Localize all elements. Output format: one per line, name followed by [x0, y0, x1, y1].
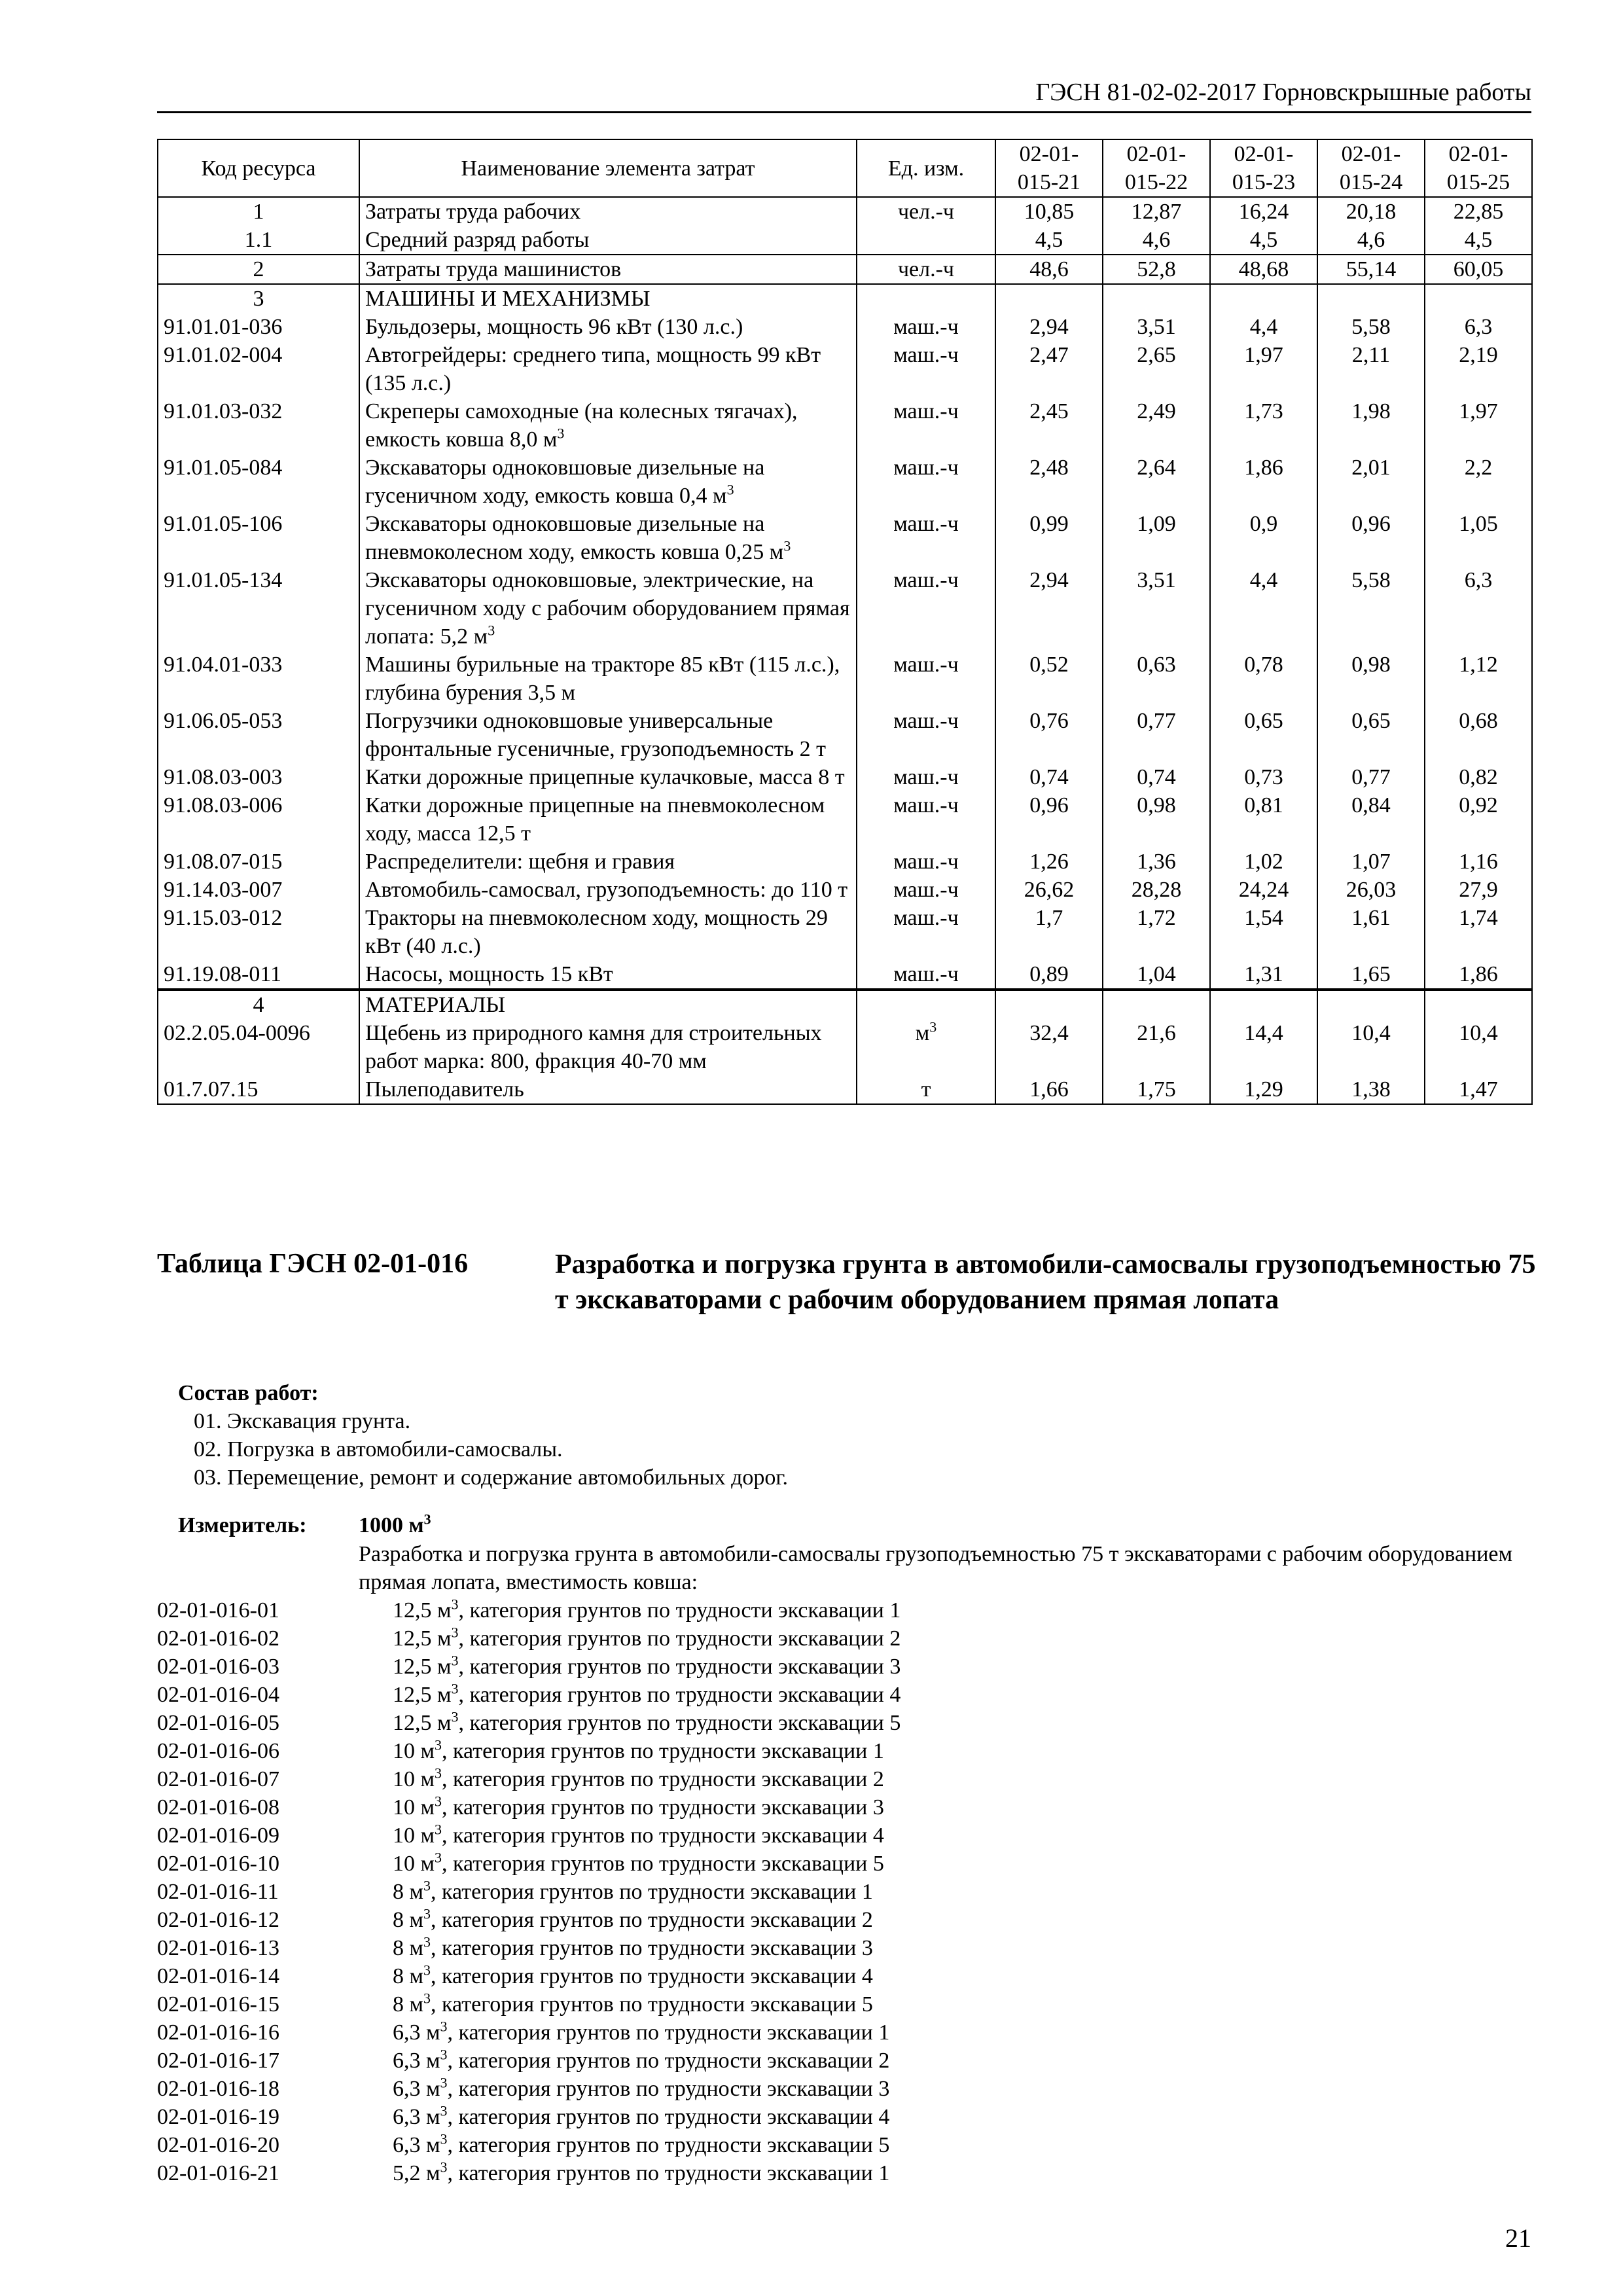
cell-value: 2,65: [1103, 341, 1210, 397]
cell-code: 91.14.03-007: [158, 876, 359, 904]
norm-description: 10 $м^3$, категория грунтов по трудности экскавации 5: [393, 1849, 884, 1876]
cell-value: 4,5: [995, 226, 1103, 255]
cell-value: 4,5: [1210, 226, 1317, 255]
resource-table: [157, 139, 1533, 1105]
norm-description: 6,3 $м^3$, категория грунтов по трудности экскавации 1: [393, 2018, 890, 2045]
table-row: [158, 255, 1532, 284]
norm-code: 02-01-016-07: [157, 1767, 279, 1791]
cell-value: 0,98: [1317, 651, 1425, 707]
header-norm-1: 02-01- 015-21: [995, 139, 1103, 197]
cell-value: 0,74: [1103, 763, 1210, 791]
cell-unit: маш.-ч: [857, 397, 995, 454]
cell-name: Пылеподавитель: [359, 1075, 857, 1104]
cell-value: 2,49: [1103, 397, 1210, 454]
cell-code: 91.08.03-003: [158, 763, 359, 791]
works-heading: Состав работ:: [178, 1381, 319, 1405]
cell-value: 2,47: [995, 341, 1103, 397]
cell-value: 6,3: [1425, 313, 1532, 341]
cell-code: 91.06.05-053: [158, 707, 359, 763]
cell-value: 4,6: [1317, 226, 1425, 255]
cell-code: 91.19.08-011: [158, 960, 359, 990]
cell-value: 1,7: [995, 904, 1103, 960]
table-row: [158, 1075, 1532, 1104]
cell-value: 0,74: [995, 763, 1103, 791]
norm-code: 02-01-016-02: [157, 1626, 279, 1651]
cell-code: 91.01.01-036: [158, 313, 359, 341]
cell-value: 0,65: [1317, 707, 1425, 763]
cell-unit: маш.-ч: [857, 313, 995, 341]
cell-value: 0,92: [1425, 791, 1532, 848]
cell-value: 1,61: [1317, 904, 1425, 960]
norm-code: 02-01-016-20: [157, 2133, 279, 2157]
table-header-row: [158, 139, 1532, 197]
cell-unit: т: [857, 1075, 995, 1104]
cell-unit: [857, 990, 995, 1019]
cell-code: 91.01.05-084: [158, 454, 359, 510]
list-item: [157, 1962, 901, 1990]
cell-unit: маш.-ч: [857, 707, 995, 763]
table-row: [158, 1019, 1532, 1075]
header-unit: Ед. изм.: [857, 139, 995, 197]
header-norm-3: 02-01- 015-23: [1210, 139, 1317, 197]
norm-code: 02-01-016-14: [157, 1964, 279, 1988]
cell-value: 26,62: [995, 876, 1103, 904]
list-item: [157, 1737, 901, 1765]
cell-value: 0,96: [1317, 510, 1425, 566]
table-row: [158, 651, 1532, 707]
works-list: [194, 1407, 788, 1492]
cell-code: 91.08.03-006: [158, 791, 359, 848]
cell-value: 16,24: [1210, 197, 1317, 226]
cell-code: 91.01.03-032: [158, 397, 359, 454]
cell-code: 91.08.07-015: [158, 848, 359, 876]
cell-name: Скреперы самоходные (на колесных тягачах), емкость ковша 8,0 $м^3$: [359, 397, 857, 454]
cell-name: Катки дорожные прицепные на пневмоколесном ходу, масса 12,5 т: [359, 791, 857, 848]
cell-value: 2,64: [1103, 454, 1210, 510]
cell-value: 1,86: [1425, 960, 1532, 990]
list-item: [157, 2047, 901, 2075]
cell-value: 2,48: [995, 454, 1103, 510]
cell-value: 0,65: [1210, 707, 1317, 763]
cell-unit: маш.-ч: [857, 651, 995, 707]
norm-code: 02-01-016-18: [157, 2077, 279, 2101]
list-item: [157, 1990, 901, 2018]
page-number: 21: [1505, 2223, 1531, 2253]
cell-value: 21,6: [1103, 1019, 1210, 1075]
cell-name: Экскаваторы одноковшовые, электрические, на гусеничном ходу с рабочим оборудованием прямая лопата: 5,2 $м^3$: [359, 566, 857, 651]
table-row: [158, 848, 1532, 876]
cell-value: 1,97: [1210, 341, 1317, 397]
table-row: [158, 876, 1532, 904]
header-name: Наименование элемента затрат: [359, 139, 857, 197]
table-row: [158, 791, 1532, 848]
norm-code: 02-01-016-03: [157, 1655, 279, 1679]
cell-unit: маш.-ч: [857, 960, 995, 990]
norm-description: 10 $м^3$, категория грунтов по трудности экскавации 3: [393, 1793, 884, 1820]
cell-value: 48,6: [995, 255, 1103, 284]
norm-code: 02-01-016-17: [157, 2049, 279, 2073]
cell-name: Экскаваторы одноковшовые дизельные на гусеничном ходу, емкость ковша 0,4 $м^3$: [359, 454, 857, 510]
cell-value: 6,3: [1425, 566, 1532, 651]
cell-value: 32,4: [995, 1019, 1103, 1075]
cell-name: Средний разряд работы: [359, 226, 857, 255]
cell-value: 1,73: [1210, 397, 1317, 454]
cell-value: 5,58: [1317, 313, 1425, 341]
norm-code: 02-01-016-11: [157, 1880, 279, 1904]
norm-code: 02-01-016-15: [157, 1992, 279, 2017]
cell-unit: маш.-ч: [857, 876, 995, 904]
table-row: [158, 990, 1532, 1019]
cell-value: 1,98: [1317, 397, 1425, 454]
norm-description: 12,5 $м^3$, категория грунтов по трудности экскавации 3: [393, 1652, 901, 1679]
measure-label: Измеритель:: [178, 1513, 307, 1537]
norm-code: 02-01-016-12: [157, 1908, 279, 1932]
cell-value: 1,36: [1103, 848, 1210, 876]
cell-code: 3: [158, 284, 359, 313]
table-row: [158, 904, 1532, 960]
cell-value: [1103, 990, 1210, 1019]
list-item: [157, 2075, 901, 2103]
header-code: Код ресурса: [158, 139, 359, 197]
cell-value: [1210, 284, 1317, 313]
list-item: [157, 1765, 901, 1793]
cell-value: 24,24: [1210, 876, 1317, 904]
cell-value: 1,86: [1210, 454, 1317, 510]
table-row: [158, 566, 1532, 651]
cell-value: 5,58: [1317, 566, 1425, 651]
norm-description: 5,2 $м^3$, категория грунтов по трудности экскавации 1: [393, 2159, 890, 2185]
cell-value: 26,03: [1317, 876, 1425, 904]
cell-value: 10,85: [995, 197, 1103, 226]
norm-code: 02-01-016-05: [157, 1711, 279, 1735]
cell-value: 2,01: [1317, 454, 1425, 510]
cell-value: [1103, 284, 1210, 313]
cell-code: 91.01.02-004: [158, 341, 359, 397]
list-item: [157, 1681, 901, 1709]
cell-name: МАШИНЫ И МЕХАНИЗМЫ: [359, 284, 857, 313]
table-label: Таблица ГЭСН 02-01-016: [157, 1249, 469, 1279]
cell-unit: маш.-ч: [857, 904, 995, 960]
cell-value: 1,31: [1210, 960, 1317, 990]
table-row: [158, 341, 1532, 397]
cell-value: 12,87: [1103, 197, 1210, 226]
cell-unit: $м^3$: [857, 1019, 995, 1075]
cell-value: 4,4: [1210, 566, 1317, 651]
table-row: [158, 226, 1532, 255]
cell-unit: [857, 284, 995, 313]
cell-name: Распределители: щебня и гравия: [359, 848, 857, 876]
table-row: [158, 397, 1532, 454]
cell-value: 1,72: [1103, 904, 1210, 960]
cell-name: Затраты труда машинистов: [359, 255, 857, 284]
cell-value: 1,09: [1103, 510, 1210, 566]
cell-value: 60,05: [1425, 255, 1532, 284]
cell-value: 1,07: [1317, 848, 1425, 876]
cell-value: 0,52: [995, 651, 1103, 707]
cell-value: 2,45: [995, 397, 1103, 454]
cell-value: 2,19: [1425, 341, 1532, 397]
cell-unit: маш.-ч: [857, 510, 995, 566]
norm-description: 10 $м^3$, категория грунтов по трудности экскавации 1: [393, 1736, 884, 1763]
cell-value: 1,04: [1103, 960, 1210, 990]
norm-description: 12,5 $м^3$, категория грунтов по трудности экскавации 4: [393, 1680, 901, 1707]
cell-value: 2,2: [1425, 454, 1532, 510]
norm-description: 12,5 $м^3$, категория грунтов по трудности экскавации 5: [393, 1708, 901, 1735]
cell-value: 0,99: [995, 510, 1103, 566]
cell-code: 2: [158, 255, 359, 284]
cell-value: 52,8: [1103, 255, 1210, 284]
cell-code: 91.01.05-134: [158, 566, 359, 651]
norm-description: 8 $м^3$, категория грунтов по трудности экскавации 3: [393, 1933, 873, 1960]
list-item: [157, 1934, 901, 1962]
list-item: [157, 1878, 901, 1906]
cell-value: 0,68: [1425, 707, 1532, 763]
list-item: [157, 1653, 901, 1681]
list-item: [157, 2103, 901, 2131]
cell-value: 0,82: [1425, 763, 1532, 791]
cell-name: Затраты труда рабочих: [359, 197, 857, 226]
cell-value: [995, 284, 1103, 313]
norm-description: 10 $м^3$, категория грунтов по трудности экскавации 2: [393, 1765, 884, 1791]
cell-value: 0,77: [1317, 763, 1425, 791]
cell-value: 4,4: [1210, 313, 1317, 341]
norm-code: 02-01-016-04: [157, 1683, 279, 1707]
norm-description: 6,3 $м^3$, категория грунтов по трудности экскавации 4: [393, 2102, 890, 2129]
cell-value: 55,14: [1317, 255, 1425, 284]
list-item: [157, 1624, 901, 1653]
norm-description: 12,5 $м^3$, категория грунтов по трудности экскавации 2: [393, 1624, 901, 1651]
cell-unit: [857, 226, 995, 255]
cell-value: 1,54: [1210, 904, 1317, 960]
cell-name: Автомобиль-самосвал, грузоподъемность: до 110 т: [359, 876, 857, 904]
cell-value: 0,77: [1103, 707, 1210, 763]
cell-value: 0,9: [1210, 510, 1317, 566]
cell-value: [1210, 990, 1317, 1019]
cell-value: 0,98: [1103, 791, 1210, 848]
cell-value: 4,5: [1425, 226, 1532, 255]
table-row: [158, 510, 1532, 566]
cell-unit: маш.-ч: [857, 341, 995, 397]
cell-unit: маш.-ч: [857, 848, 995, 876]
cell-value: 3,51: [1103, 566, 1210, 651]
cell-code: 1: [158, 197, 359, 226]
list-item: [157, 1850, 901, 1878]
norm-code: 02-01-016-13: [157, 1936, 279, 1960]
cell-name: МАТЕРИАЛЫ: [359, 990, 857, 1019]
norm-code: 02-01-016-21: [157, 2161, 279, 2185]
table-row: [158, 763, 1532, 791]
cell-value: 0,76: [995, 707, 1103, 763]
cell-unit: чел.-ч: [857, 255, 995, 284]
header-norm-2: 02-01- 015-22: [1103, 139, 1210, 197]
work-item: 03. Перемещение, ремонт и содержание автомобильных дорог.: [194, 1465, 789, 1490]
cell-value: 1,75: [1103, 1075, 1210, 1104]
cell-value: [1317, 284, 1425, 313]
norm-description: 8 $м^3$, категория грунтов по трудности экскавации 4: [393, 1962, 873, 1988]
norm-description: 8 $м^3$, категория грунтов по трудности экскавации 1: [393, 1877, 873, 1904]
cell-value: 1,05: [1425, 510, 1532, 566]
norm-description: 6,3 $м^3$, категория грунтов по трудности экскавации 5: [393, 2130, 890, 2157]
cell-unit: чел.-ч: [857, 197, 995, 226]
table-row: [158, 960, 1532, 990]
cell-name: Щебень из природного камня для строительных работ марка: 800, фракция 40-70 мм: [359, 1019, 857, 1075]
cell-name: Катки дорожные прицепные кулачковые, масса 8 т: [359, 763, 857, 791]
cell-value: 0,78: [1210, 651, 1317, 707]
list-item: [157, 2018, 901, 2047]
cell-value: 1,97: [1425, 397, 1532, 454]
cell-value: 1,66: [995, 1075, 1103, 1104]
cell-value: 2,94: [995, 566, 1103, 651]
cell-value: 3,51: [1103, 313, 1210, 341]
cell-value: 1,26: [995, 848, 1103, 876]
table-row: [158, 197, 1532, 226]
cell-code: 91.04.01-033: [158, 651, 359, 707]
cell-unit: маш.-ч: [857, 566, 995, 651]
cell-value: 0,96: [995, 791, 1103, 848]
work-item: 02. Погрузка в автомобили-самосвалы.: [194, 1437, 563, 1462]
cell-value: [1317, 990, 1425, 1019]
cell-value: 2,94: [995, 313, 1103, 341]
table-row: [158, 313, 1532, 341]
cell-value: 14,4: [1210, 1019, 1317, 1075]
list-item: [157, 1709, 901, 1737]
list-item: [157, 1596, 901, 1624]
cell-value: [1425, 284, 1532, 313]
cell-code: 1.1: [158, 226, 359, 255]
norm-description: 8 $м^3$, категория грунтов по трудности экскавации 5: [393, 1990, 873, 2017]
cell-unit: маш.-ч: [857, 454, 995, 510]
table-row: [158, 707, 1532, 763]
cell-value: 10,4: [1317, 1019, 1425, 1075]
cell-value: 1,47: [1425, 1075, 1532, 1104]
cell-value: 0,73: [1210, 763, 1317, 791]
work-item: 01. Экскавация грунта.: [194, 1409, 411, 1433]
cell-name: Насосы, мощность 15 кВт: [359, 960, 857, 990]
measure-value: 1000 $м^3$: [359, 1511, 431, 1537]
norm-description: 10 $м^3$, категория грунтов по трудности экскавации 4: [393, 1821, 884, 1848]
norm-code: 02-01-016-01: [157, 1598, 279, 1623]
cell-name: Бульдозеры, мощность 96 кВт (130 л.с.): [359, 313, 857, 341]
list-item: [157, 1821, 901, 1850]
cell-code: 02.2.05.04-0096: [158, 1019, 359, 1075]
cell-name: Тракторы на пневмоколесном ходу, мощность 29 кВт (40 л.с.): [359, 904, 857, 960]
cell-value: 22,85: [1425, 197, 1532, 226]
cell-value: 48,68: [1210, 255, 1317, 284]
norm-code: 02-01-016-09: [157, 1823, 279, 1848]
running-header: ГЭСН 81-02-02-2017 Горновскрышные работы: [157, 77, 1531, 113]
cell-value: 28,28: [1103, 876, 1210, 904]
cell-value: [995, 990, 1103, 1019]
cell-value: 4,6: [1103, 226, 1210, 255]
cell-value: 1,16: [1425, 848, 1532, 876]
norm-code: 02-01-016-16: [157, 2020, 279, 2045]
norm-description: 6,3 $м^3$, категория грунтов по трудности экскавации 3: [393, 2074, 890, 2101]
cell-value: 10,4: [1425, 1019, 1532, 1075]
cell-value: 2,11: [1317, 341, 1425, 397]
norm-code: 02-01-016-08: [157, 1795, 279, 1820]
cell-code: 91.01.05-106: [158, 510, 359, 566]
cell-value: 27,9: [1425, 876, 1532, 904]
cell-value: 20,18: [1317, 197, 1425, 226]
cell-value: 0,81: [1210, 791, 1317, 848]
list-item: [157, 2131, 901, 2159]
norm-code-list: [157, 1596, 901, 2187]
cell-unit: маш.-ч: [857, 763, 995, 791]
cell-value: [1425, 990, 1532, 1019]
table-title: Разработка и погрузка грунта в автомобили-самосвалы грузоподъемностью 75 т экскаваторами с рабочим оборудованием прямая лопата: [555, 1249, 1536, 1315]
cell-value: 1,29: [1210, 1075, 1317, 1104]
norm-description: 8 $м^3$, категория грунтов по трудности экскавации 2: [393, 1905, 873, 1932]
table-row: [158, 284, 1532, 313]
cell-code: 4: [158, 990, 359, 1019]
cell-name: Погрузчики одноковшовые универсальные фронтальные гусеничные, грузоподъемность 2 т: [359, 707, 857, 763]
cell-value: 0,84: [1317, 791, 1425, 848]
cell-value: 1,38: [1317, 1075, 1425, 1104]
cell-value: 1,74: [1425, 904, 1532, 960]
norm-description: 12,5 $м^3$, категория грунтов по трудности экскавации 1: [393, 1596, 901, 1623]
cell-value: 0,89: [995, 960, 1103, 990]
list-item: [157, 2159, 901, 2187]
cell-value: 1,65: [1317, 960, 1425, 990]
cell-value: 1,12: [1425, 651, 1532, 707]
header-norm-4: 02-01- 015-24: [1317, 139, 1425, 197]
cell-name: Экскаваторы одноковшовые дизельные на пневмоколесном ходу, емкость ковша 0,25 $м^3$: [359, 510, 857, 566]
cell-value: 1,02: [1210, 848, 1317, 876]
norm-code: 02-01-016-19: [157, 2105, 279, 2129]
norm-description: 6,3 $м^3$, категория грунтов по трудности экскавации 2: [393, 2046, 890, 2073]
cell-name: Автогрейдеры: среднего типа, мощность 99 кВт (135 л.с.): [359, 341, 857, 397]
header-norm-5: 02-01- 015-25: [1425, 139, 1532, 197]
list-item: [157, 1793, 901, 1821]
cell-name: Машины бурильные на тракторе 85 кВт (115 л.с.), глубина бурения 3,5 м: [359, 651, 857, 707]
cell-unit: маш.-ч: [857, 791, 995, 848]
cell-code: 91.15.03-012: [158, 904, 359, 960]
cell-value: 0,63: [1103, 651, 1210, 707]
table-row: [158, 454, 1532, 510]
list-item: [157, 1906, 901, 1934]
measure-description: Разработка и погрузка грунта в автомобили-самосвалы грузоподъемностью 75 т экскаваторами с рабочим оборудованием прямая лопата, вместимость ковша:: [359, 1542, 1513, 1594]
norm-code: 02-01-016-06: [157, 1739, 279, 1763]
cell-code: 01.7.07.15: [158, 1075, 359, 1104]
norm-code: 02-01-016-10: [157, 1852, 279, 1876]
